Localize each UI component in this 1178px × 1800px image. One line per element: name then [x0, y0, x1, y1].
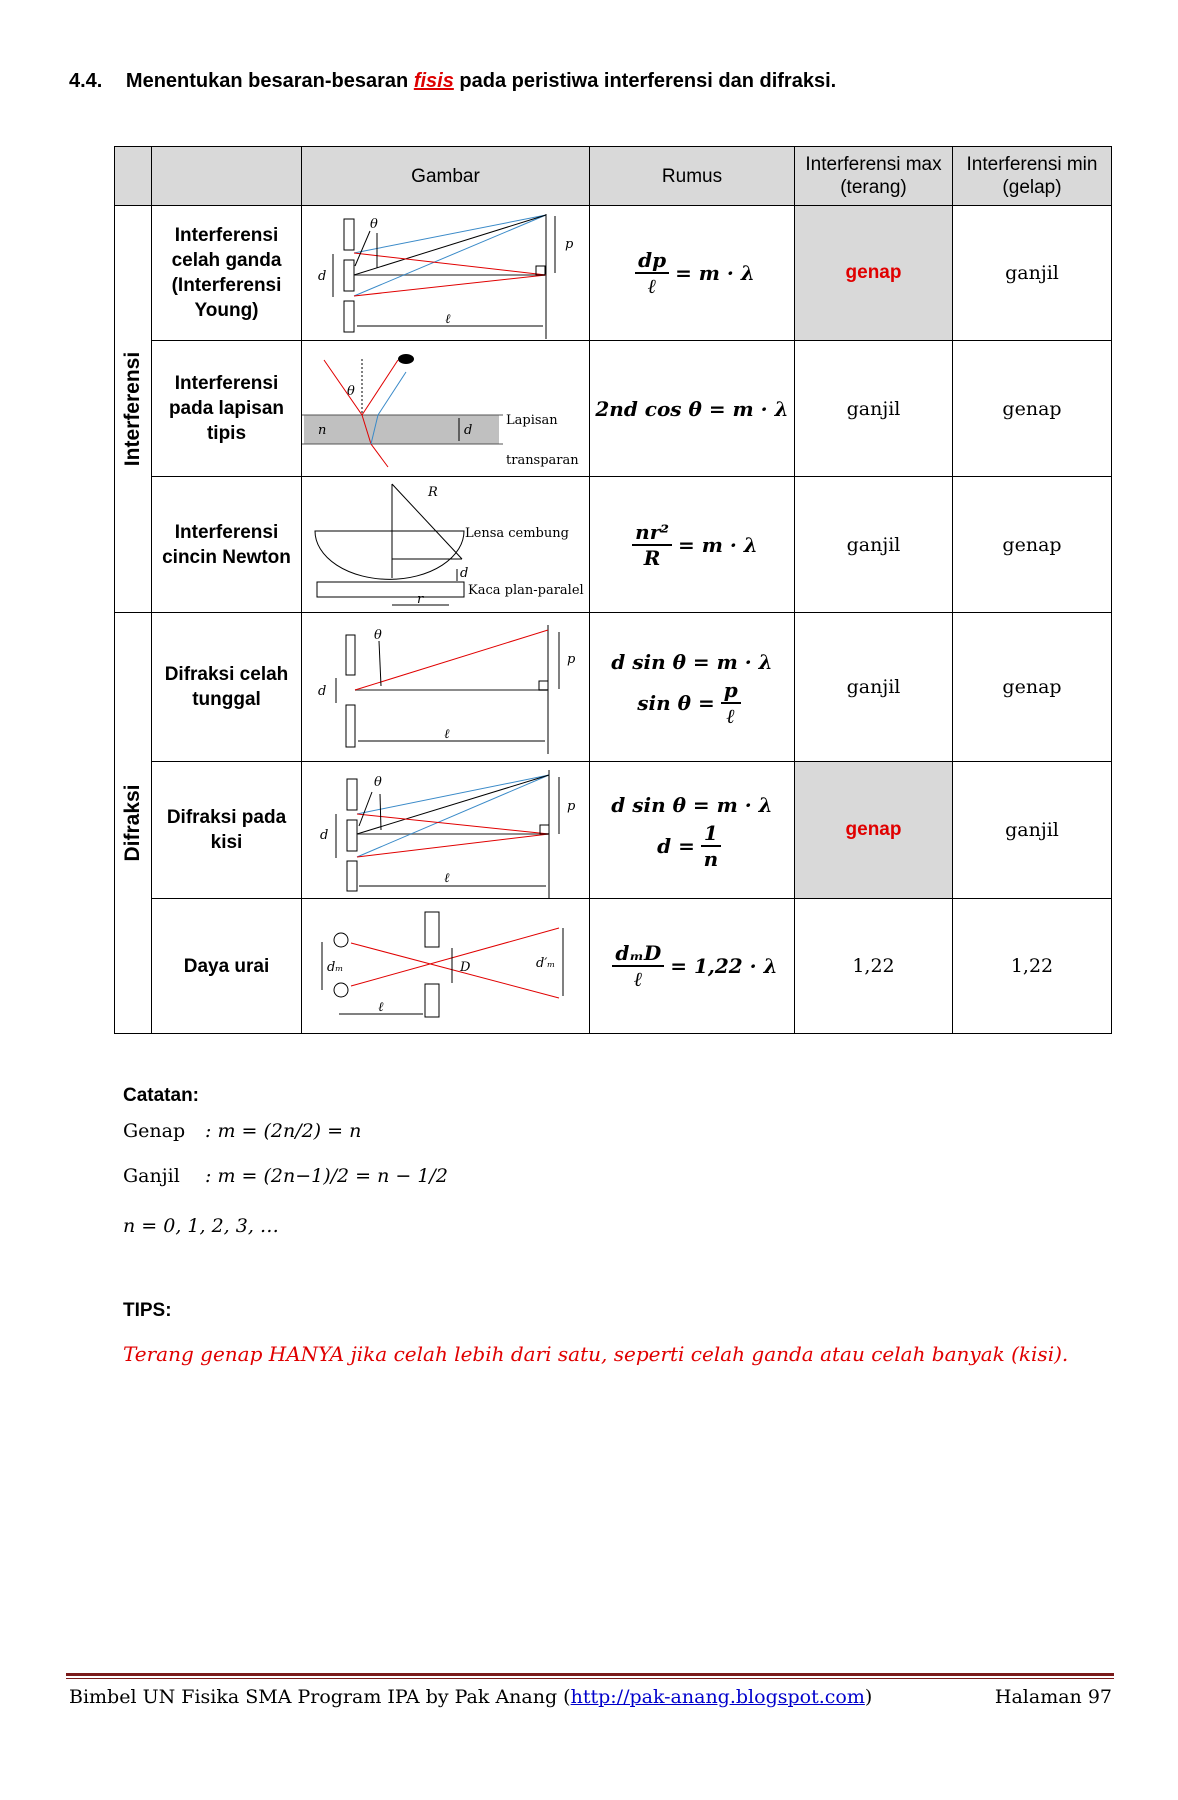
svg-text:p: p — [567, 799, 576, 814]
denominator: ℓ — [647, 274, 657, 298]
note-label: Ganjil — [123, 1165, 180, 1187]
svg-text:Lapisan: Lapisan — [506, 413, 558, 428]
formula-line: d sin θ = m · λ — [611, 650, 773, 674]
diagram-newton — [302, 477, 590, 613]
footer — [69, 1686, 872, 1708]
diagram-single-slit — [302, 613, 590, 762]
formula-grating — [590, 762, 795, 899]
denominator: ℓ — [726, 704, 735, 728]
table-row — [115, 341, 1112, 477]
note-formula: : m = (2n−1)/2 = n − 1/2 — [205, 1165, 448, 1187]
group-difraksi — [115, 613, 152, 1034]
formula-resolving-power — [590, 899, 795, 1034]
title-text-end: pada peristiwa interferensi dan difraksi. — [459, 70, 837, 92]
row-name: Interferensi celah ganda (Interferensi Young) — [152, 206, 302, 341]
formula-rhs: = m · λ — [678, 532, 758, 557]
svg-text:n: n — [318, 423, 327, 438]
svg-text:R: R — [428, 485, 438, 500]
title-highlight: fisis — [413, 70, 454, 92]
numerator: nr² — [632, 520, 672, 546]
row-name: Difraksi celah tunggal — [152, 613, 302, 762]
min-value: genap — [953, 613, 1112, 762]
diagram-grating — [302, 762, 590, 899]
diagram-thin-film — [302, 341, 590, 477]
svg-text:d′ₘ: d′ₘ — [536, 956, 556, 971]
tips-text: Terang genap HANYA jika celah lebih dari satu, seperti celah ganda atau celah banyak (kisi). — [123, 1342, 1069, 1366]
page-number: Halaman 97 — [994, 1686, 1112, 1708]
group-label: Interferensi — [121, 351, 144, 467]
svg-text:ℓ: ℓ — [378, 1000, 384, 1015]
tips-heading: TIPS: — [123, 1300, 172, 1321]
header-max: Interferensi max (terang) — [795, 147, 953, 206]
formula-single-slit — [590, 613, 795, 762]
row-name: Interferensi cincin Newton — [152, 477, 302, 613]
min-value: genap — [953, 341, 1112, 477]
svg-text:θ: θ — [374, 628, 382, 643]
title-text: Menentukan besaran-besaran — [125, 70, 409, 92]
row-name: Daya urai — [152, 899, 302, 1034]
table-row — [115, 899, 1112, 1034]
note-label: Genap — [123, 1120, 186, 1142]
formula-newton — [590, 477, 795, 613]
max-value: ganjil — [795, 341, 953, 477]
group-interferensi — [115, 206, 152, 613]
min-value: 1,22 — [953, 899, 1112, 1034]
svg-text:ℓ: ℓ — [444, 727, 450, 742]
svg-text:r: r — [417, 592, 424, 607]
svg-text:p: p — [565, 237, 574, 252]
note-n-values: n = 0, 1, 2, 3, … — [123, 1215, 279, 1237]
group-label: Difraksi — [121, 784, 144, 862]
table-row — [115, 206, 1112, 341]
max-value: ganjil — [795, 613, 953, 762]
formula-line: d sin θ = m · λ — [611, 793, 773, 817]
svg-text:ℓ: ℓ — [444, 871, 450, 886]
svg-text:θ: θ — [347, 384, 355, 399]
header-gambar: Gambar — [302, 147, 590, 206]
svg-text:Lensa cembung: Lensa cembung — [465, 526, 569, 541]
svg-text:p: p — [567, 652, 576, 667]
table-row — [115, 762, 1112, 899]
max-value: genap — [795, 762, 953, 899]
table-row — [115, 477, 1112, 613]
physics-table — [114, 146, 1112, 1034]
section-number: 4.4. — [69, 70, 103, 92]
row-name: Difraksi pada kisi — [152, 762, 302, 899]
svg-text:θ: θ — [374, 775, 382, 790]
formula-lhs: d = — [657, 834, 695, 858]
row-name: Interferensi pada lapisan tipis — [152, 341, 302, 477]
diagram-resolving-power — [302, 899, 590, 1034]
numerator: p — [721, 678, 741, 704]
formula-rhs: = m · λ — [675, 261, 755, 285]
section-title — [69, 70, 836, 93]
table-row — [115, 613, 1112, 762]
numerator: dₘD — [612, 941, 664, 967]
svg-text:transparan: transparan — [506, 453, 579, 468]
formula-thin-film: 2nd cos θ = m · λ — [590, 341, 795, 477]
svg-text:d: d — [318, 269, 327, 284]
formula-young — [590, 206, 795, 341]
min-value: genap — [953, 477, 1112, 613]
svg-text:ℓ: ℓ — [445, 312, 451, 327]
max-value: genap — [795, 206, 953, 341]
header-min: Interferensi min (gelap) — [953, 147, 1112, 206]
svg-text:θ: θ — [370, 217, 378, 232]
formula-lhs: sin θ = — [637, 691, 715, 715]
max-value: 1,22 — [795, 899, 953, 1034]
svg-text:d: d — [318, 684, 327, 699]
numerator: dp — [635, 248, 669, 274]
denominator: n — [703, 847, 719, 871]
numerator: 1 — [701, 821, 721, 847]
svg-text:dₘ: dₘ — [327, 960, 344, 975]
svg-text:d: d — [460, 566, 469, 581]
footer-divider — [66, 1673, 1114, 1679]
header-row — [115, 147, 1112, 206]
note-genap — [123, 1120, 361, 1142]
note-ganjil — [123, 1165, 448, 1187]
footer-close: ) — [864, 1686, 873, 1708]
denominator: R — [643, 545, 661, 570]
header-rumus: Rumus — [590, 147, 795, 206]
footer-link[interactable]: http://pak-anang.blogspot.com — [570, 1686, 865, 1708]
note-formula: : m = (2n/2) = n — [205, 1120, 362, 1142]
formula-rhs: = 1,22 · λ — [670, 954, 778, 978]
svg-text:d: d — [320, 828, 329, 843]
svg-text:d: d — [464, 423, 473, 438]
footer-text: Bimbel UN Fisika SMA Program IPA by Pak Anang ( — [69, 1686, 571, 1708]
denominator: ℓ — [634, 967, 643, 991]
min-value: ganjil — [953, 206, 1112, 341]
min-value: ganjil — [953, 762, 1112, 899]
notes-heading: Catatan: — [123, 1085, 200, 1106]
svg-text:Kaca plan-paralel: Kaca plan-paralel — [468, 583, 584, 598]
diagram-young — [302, 206, 590, 341]
max-value: ganjil — [795, 477, 953, 613]
svg-text:D: D — [460, 960, 471, 975]
